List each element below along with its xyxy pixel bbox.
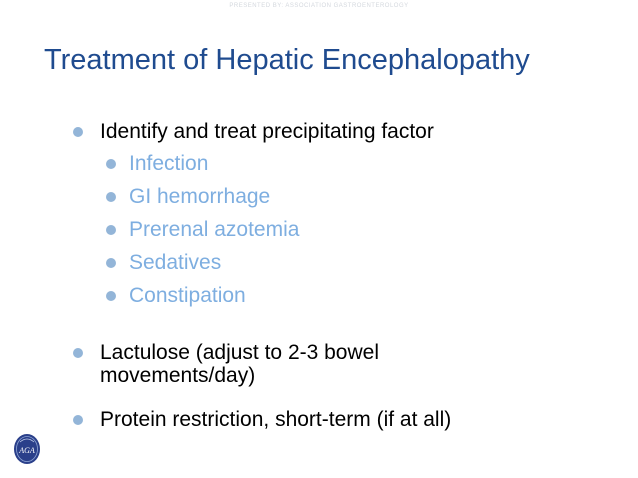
bullet-dot-icon	[73, 415, 83, 425]
subbullet-item-gi-hemorrhage	[106, 185, 270, 208]
bullet-text: Protein restriction, short-term (if at all)	[100, 408, 452, 431]
slide-title: Treatment of Hepatic Encephalopathy	[44, 44, 530, 76]
bullet-dot-icon	[106, 258, 116, 268]
bullet-item-precipitating-factor	[73, 120, 434, 143]
subbullet-item-infection	[106, 152, 208, 175]
bullet-dot-icon	[73, 127, 83, 137]
subbullet-text: Sedatives	[129, 251, 222, 274]
bullet-dot-icon	[106, 225, 116, 235]
bullet-text-line: movements/day)	[100, 364, 256, 387]
bullet-item-lactulose	[73, 341, 379, 387]
subbullet-text: GI hemorrhage	[129, 185, 271, 208]
bullet-dot-icon	[106, 159, 116, 169]
bullet-item-protein-restriction	[73, 408, 451, 431]
subbullet-text: Infection	[129, 152, 209, 175]
bullet-text: Identify and treat precipitating factor	[100, 120, 434, 143]
bullet-dot-icon	[73, 348, 83, 358]
subbullet-item-sedatives	[106, 251, 221, 274]
subbullet-text: Prerenal azotemia	[129, 218, 300, 241]
bullet-dot-icon	[106, 192, 116, 202]
header-watermark: PRESENTED BY: ASSOCIATION GASTROENTEROLOGY	[229, 3, 409, 9]
bullet-dot-icon	[106, 291, 116, 301]
subbullet-text: Constipation	[129, 284, 246, 307]
bullet-text-line: Lactulose (adjust to 2-3 bowel	[100, 341, 379, 364]
aga-logo-icon	[13, 433, 41, 465]
subbullet-item-constipation	[106, 284, 246, 307]
subbullet-item-prerenal-azotemia	[106, 218, 299, 241]
bullet-text	[100, 341, 379, 387]
svg-text:AGA: AGA	[19, 446, 35, 455]
